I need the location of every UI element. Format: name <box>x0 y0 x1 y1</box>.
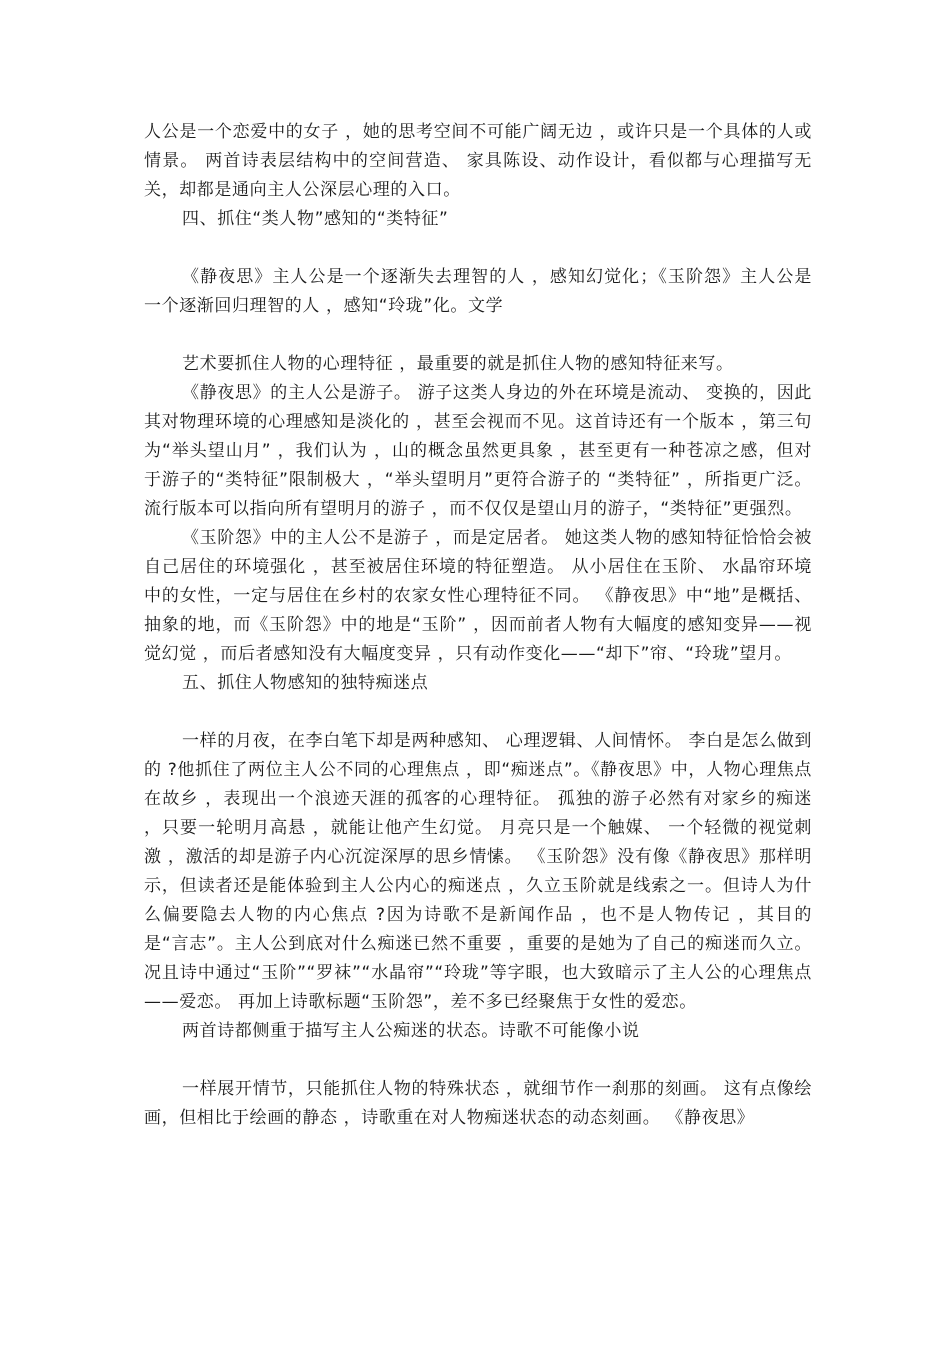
paragraph-5: 《玉阶怨》中的主人公不是游子 ，而是定居者。 她这类人物的感知特征恰恰会被自己居住的环境强化 ，甚至被居住环境的特征塑造。 从小居住在玉阶、 水晶帘环境中的女性，一定与居住在乡村的农家女性心理特征不同。 《静夜思》中“地”是概括、抽象的地，而《玉阶怨》中的地是“玉阶” ，因而前者人物有大幅度的感知变异——视觉幻觉 ，而后者感知没有大幅度变异 ，只有动作变化——“却下”帘、“玲珑”望月。 <box>144 528 813 664</box>
paragraph-4: 《静夜思》的主人公是游子。 游子这类人身边的外在环境是流动、 变换的，因此其对物理环境的心理感知是淡化的 ，甚至会视而不见。这首诗还有一个版本 ，第三句为“举头望山月” ，我们认为 ，山的概念虽然更具象 ，甚至更有一种苍凉之感，但对于游子的“类特征”限制极大 ，“举头望明月”更符合游子的 “类特征” ，所指更广泛。流行版本可以指向所有望明月的游子 ，而不仅仅是望山月的游子，“类特征”更强烈。 <box>144 383 812 519</box>
section-heading-4: 四、抓住“类人物”感知的“类特征” <box>182 209 449 229</box>
paragraph-6: 一样的月夜，在李白笔下却是两种感知、 心理逻辑、人间情怀。 李白是怎么做到的 ?他抓住了两位主人公不同的心理焦点 ，即“痴迷点”。《静夜思》中，人物心理焦点在故乡 ，表现出一个浪迹天涯的孤客的心理特征。 孤独的游子必然有对家乡的痴迷 ，只要一轮明月高悬 ，就能让他产生幻觉。 月亮只是一个触媒、 一个轻微的视觉刺激 ，激活的却是游子内心沉淀深厚的思乡情愫。 《玉阶怨》没有像《静夜思》那样明示，但读者还是能体验到主人公内心的痴迷点 ，久立玉阶就是线索之一。但诗人为什么偏要隐去人物的内心焦点 ?因为诗歌不是新闻作品 ，也不是人物传记 ，其目的是“言志”。主人公到底对什么痴迷已然不重要 ，重要的是她为了自己的痴迷而久立。 况且诗中通过“玉阶”“罗袜”“水晶帘”“玲珑”等字眼，也大致暗示了主人公的心理焦点——爱恋。 再加上诗歌标题“玉阶怨”，差不多已经聚焦于女性的爱恋。 <box>144 731 812 1012</box>
paragraph-gap <box>144 321 812 350</box>
section-heading-5: 五、抓住人物感知的独特痴迷点 <box>182 673 429 693</box>
paragraph-7: 两首诗都侧重于描写主人公痴迷的状态。诗歌不可能像小说 <box>182 1021 640 1041</box>
paragraph-gap <box>144 234 812 263</box>
paragraph-gap <box>144 698 812 727</box>
paragraph-8: 一样展开情节，只能抓住人物的特殊状态 ，就细节作一刹那的刻画。 这有点像绘画，但相比于绘画的静态 ，诗歌重在对人物痴迷状态的动态刻画。 《静夜思》 <box>144 1079 812 1128</box>
paragraph-1: 人公是一个恋爱中的女子 ，她的思考空间不可能广阔无边 ，或许只是一个具体的人或情景。 两首诗表层结构中的空间营造、 家具陈设、动作设计，看似都与心理描写无关，却都是通向主人公深层心理的入口。 <box>144 122 812 200</box>
paragraph-2: 《静夜思》主人公是一个逐渐失去理智的人 ，感知幻觉化；《玉阶怨》主人公是一个逐渐回归理智的人 ，感知“玲珑”化。文学 <box>144 267 812 316</box>
paragraph-3: 艺术要抓住人物的心理特征 ，最重要的就是抓住人物的感知特征来写。 <box>182 354 734 374</box>
document-body <box>144 118 812 1133</box>
paragraph-gap <box>144 1046 812 1075</box>
